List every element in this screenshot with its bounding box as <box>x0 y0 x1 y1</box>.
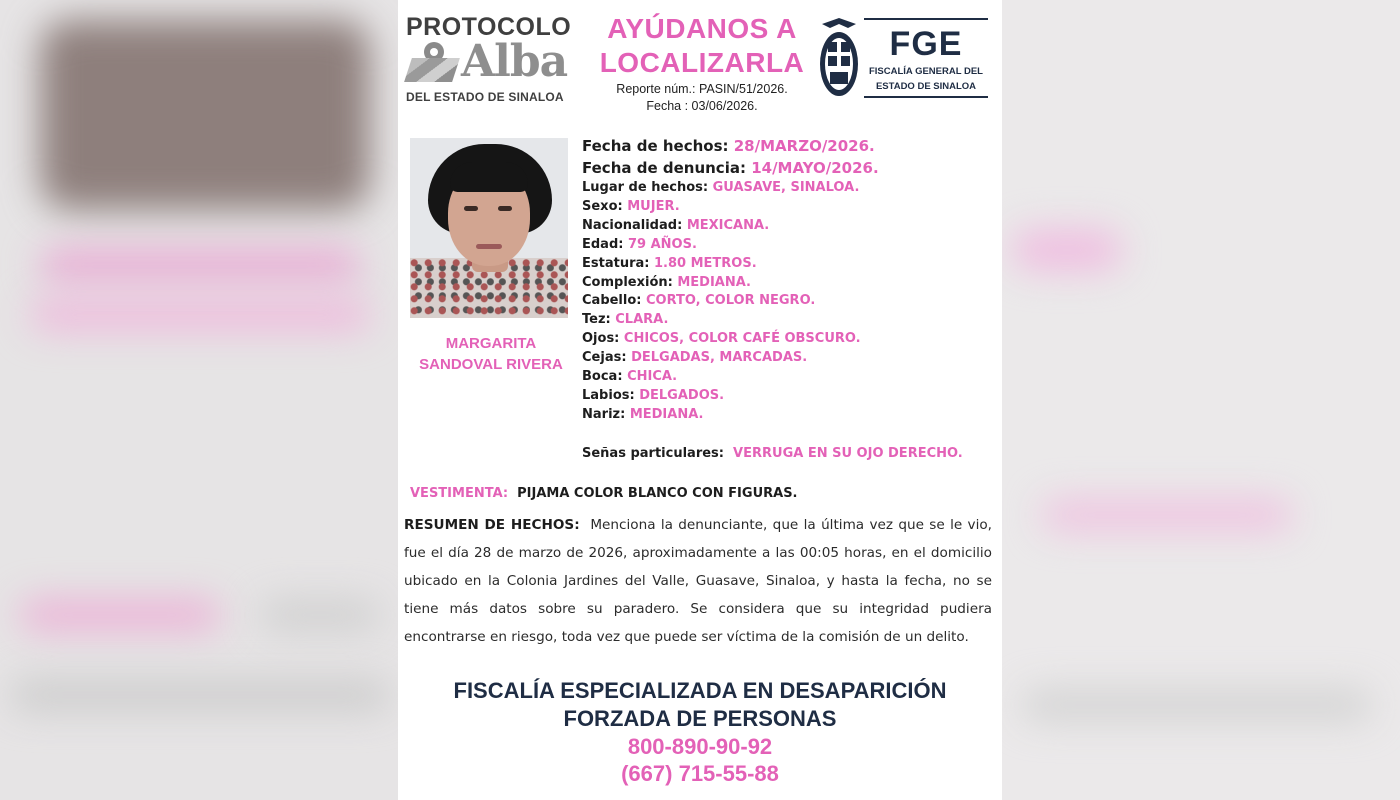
detail-row: Labios: DELGADOS. <box>582 387 725 403</box>
details-list <box>582 135 992 464</box>
phone-number-2: (667) 715-55-88 <box>621 761 779 786</box>
detail-row: Cabello: CORTO, COLOR NEGRO. <box>582 293 816 309</box>
footer-agency-line1: FISCALÍA ESPECIALIZADA EN DESAPARICIÓN <box>453 678 947 703</box>
detail-row: Sexo: MUJER. <box>582 198 680 214</box>
blurred-background-left <box>0 0 398 800</box>
footer-agency-line2: FORZADA DE PERSONAS <box>563 706 837 731</box>
person-name-line2: SANDOVAL RIVERA <box>419 356 563 373</box>
state-seal-icon <box>818 16 860 100</box>
detail-row: Fecha de hechos: 28/MARZO/2026. <box>582 137 875 155</box>
clothing-value: PIJAMA COLOR BLANCO CON FIGURAS. <box>517 486 798 501</box>
fge-line2: ESTADO DE SINALOA <box>875 81 977 92</box>
headline-line1: AYÚDANOS A <box>607 13 797 44</box>
phone-number-1: 800-890-90-92 <box>627 734 773 759</box>
summary-label: RESUMEN DE HECHOS: <box>404 517 580 533</box>
detail-row: Fecha de denuncia: 14/MAYO/2026. <box>582 159 879 177</box>
detail-row: Estatura: 1.80 METROS. <box>582 255 757 271</box>
summary-paragraph <box>404 511 992 651</box>
protocolo-alba-logo <box>406 14 586 104</box>
person-name <box>408 333 574 375</box>
detail-row: Tez: CLARA. <box>582 312 669 328</box>
logo-bottom-text: DEL ESTADO DE SINALOA <box>406 90 564 104</box>
report-date: Fecha : 03/06/2026. <box>646 99 758 113</box>
headline-block <box>598 12 806 114</box>
detail-row: Complexión: MEDIANA. <box>582 274 751 290</box>
fge-line1: FISCALÍA GENERAL DEL <box>868 66 983 77</box>
headline-line2: LOCALIZARLA <box>599 47 805 78</box>
detail-row: Edad: 79 AÑOS. <box>582 236 697 252</box>
detail-row: Cejas: DELGADAS, MARCADAS. <box>582 350 808 366</box>
person-name-line1: MARGARITA <box>445 335 537 352</box>
detail-row: Ojos: CHICOS, COLOR CAFÉ OBSCURO. <box>582 331 861 347</box>
distinguishing-marks: Señas particulares: VERRUGA EN SU OJO DERECHO. <box>582 445 963 461</box>
summary-text: Menciona la denunciante, que la última vez que se le vio, fue el día 28 de marzo de 2026, aproximadamente a las 00:05 horas, en el domicilio ubicado en la Colonia Jardines del Valle, Guasave, Sinaloa, y hasta la fecha, no se tiene más datos sobre su paradero. Se considera que su integridad pudiera encontrarse en riesgo, toda vez que puede ser víctima de la comisión de un delito. <box>404 517 992 645</box>
person-photo <box>410 138 568 318</box>
detail-row: Lugar de hechos: GUASAVE, SINALOA. <box>582 180 860 195</box>
fge-abbr: FGE <box>889 25 963 63</box>
fge-logo <box>864 18 988 98</box>
map-icon <box>404 58 460 82</box>
logo-word: Alba <box>461 36 568 87</box>
logo-top-text: PROTOCOLO <box>406 13 572 41</box>
footer-contact <box>398 677 1002 787</box>
report-number: Reporte núm.: PASIN/51/2026. <box>616 82 788 96</box>
clothing-row <box>410 486 798 501</box>
detail-row: Nariz: MEDIANA. <box>582 406 704 422</box>
detail-row: Nacionalidad: MEXICANA. <box>582 217 770 233</box>
detail-row: Boca: CHICA. <box>582 369 678 385</box>
clothing-label: VESTIMENTA: <box>410 486 509 501</box>
missing-person-poster <box>398 0 1002 800</box>
blurred-background-right <box>1002 0 1400 800</box>
